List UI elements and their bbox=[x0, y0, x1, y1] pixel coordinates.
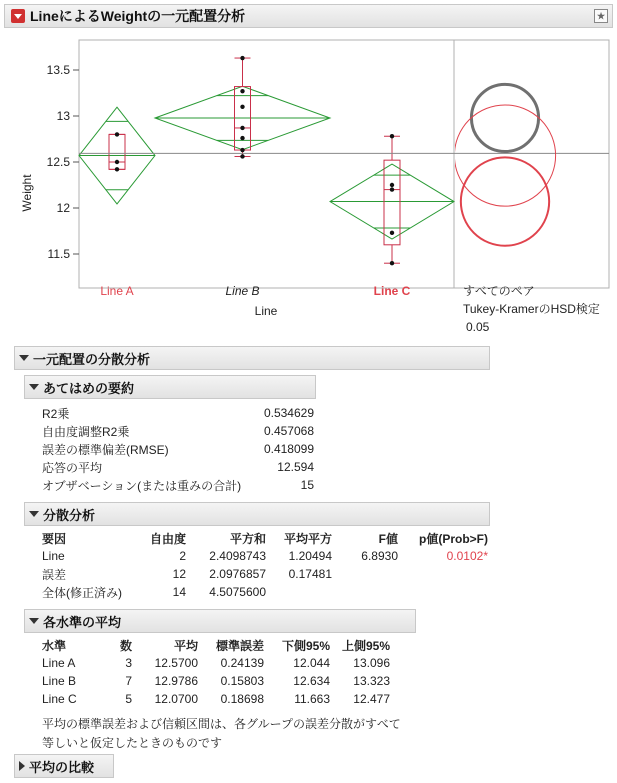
data-point bbox=[240, 154, 244, 158]
means-note-line1: 平均の標準誤差および信頼区間は、各グループの誤差分散がすべて bbox=[42, 717, 401, 731]
data-point bbox=[115, 160, 119, 164]
cell: 7 bbox=[125, 674, 132, 688]
cell: 2 bbox=[179, 549, 186, 563]
table-row bbox=[42, 583, 488, 601]
column-header: 要因 bbox=[42, 531, 67, 546]
column-header: 標準誤差 bbox=[215, 638, 264, 653]
oneway-anova-title: 一元配置の分散分析 bbox=[33, 351, 151, 367]
cell bbox=[398, 565, 488, 583]
anova-title: 分散分析 bbox=[43, 507, 96, 523]
x-tick-label: Line B bbox=[225, 284, 260, 298]
cell: 0.17481 bbox=[288, 567, 332, 581]
means-table bbox=[42, 636, 390, 708]
cell: 12.9786 bbox=[154, 674, 198, 688]
data-point bbox=[115, 132, 119, 136]
cell: 12.477 bbox=[353, 692, 390, 706]
disclosure-open-icon[interactable] bbox=[19, 355, 29, 361]
column-header: 平均平方 bbox=[283, 531, 332, 546]
comparison-circle bbox=[471, 84, 538, 151]
means-title: 各水準の平均 bbox=[43, 614, 122, 630]
disclosure-open-icon[interactable] bbox=[29, 618, 39, 624]
means-note-line2: 等しいと仮定したときのものです bbox=[42, 736, 223, 750]
fit-value: 12.594 bbox=[277, 460, 314, 474]
column-header: 上側95% bbox=[341, 638, 390, 653]
cell: 12.0700 bbox=[154, 692, 198, 706]
cell bbox=[266, 583, 332, 601]
data-point bbox=[240, 148, 244, 152]
cell: Line C bbox=[42, 692, 77, 706]
x-tick-label: Line C bbox=[373, 284, 411, 298]
y-tick-label: 11.5 bbox=[47, 247, 70, 261]
disclosure-open-icon[interactable] bbox=[29, 384, 39, 390]
comparison-test-label: Tukey-KramerのHSD検定 bbox=[463, 302, 600, 316]
table-header-row bbox=[42, 636, 390, 654]
column-header: p値(Prob>F) bbox=[419, 531, 488, 546]
table-row bbox=[42, 422, 314, 440]
comparison-label: すべてのペア bbox=[463, 284, 535, 298]
cell: Line B bbox=[42, 674, 77, 688]
data-point bbox=[240, 89, 244, 93]
data-point bbox=[240, 56, 244, 60]
cell: 13.096 bbox=[353, 656, 390, 670]
cell: 3 bbox=[125, 656, 132, 670]
data-point bbox=[390, 261, 394, 265]
comparison-circle bbox=[454, 105, 555, 206]
fit-label: オブザベーション(または重みの合計) bbox=[42, 478, 242, 493]
column-header: 平均 bbox=[173, 638, 198, 653]
oneway-anova-header[interactable] bbox=[14, 346, 490, 370]
cell: 誤差 bbox=[42, 567, 67, 582]
cell: 4.5075600 bbox=[209, 585, 266, 599]
table-row bbox=[42, 565, 488, 583]
cell: 13.323 bbox=[353, 674, 390, 688]
cell: 5 bbox=[125, 692, 132, 706]
fit-value: 0.418099 bbox=[263, 442, 314, 456]
summary-of-fit-title: あてはめの要約 bbox=[43, 380, 135, 396]
table-row bbox=[42, 547, 488, 565]
p-value-cell: 0.0102* bbox=[446, 549, 488, 563]
fit-value: 0.534629 bbox=[263, 406, 314, 420]
cell: 12.5700 bbox=[154, 656, 198, 670]
data-point bbox=[240, 126, 244, 130]
compare-means-header[interactable] bbox=[14, 754, 114, 778]
anova-header[interactable] bbox=[24, 502, 490, 526]
alpha-label: 0.05 bbox=[466, 320, 490, 334]
table-row bbox=[42, 690, 390, 708]
data-point bbox=[390, 134, 394, 138]
cell bbox=[332, 583, 398, 601]
table-row bbox=[42, 654, 390, 672]
fit-label: R2乗 bbox=[42, 406, 70, 421]
table-header-row bbox=[42, 529, 488, 547]
cell bbox=[332, 565, 398, 583]
cell bbox=[398, 583, 488, 601]
summary-of-fit-table bbox=[42, 404, 314, 494]
cell: Line A bbox=[42, 656, 76, 670]
y-tick-label: 12 bbox=[56, 201, 70, 215]
x-tick-label: Line A bbox=[100, 284, 134, 298]
cell: 12.634 bbox=[293, 674, 330, 688]
report-header bbox=[4, 4, 613, 28]
summary-of-fit-header[interactable] bbox=[24, 375, 316, 399]
fit-value: 15 bbox=[300, 478, 314, 492]
y-tick-label: 12.5 bbox=[46, 155, 70, 169]
means-header[interactable] bbox=[24, 609, 416, 633]
data-point bbox=[240, 105, 244, 109]
data-point bbox=[390, 231, 394, 235]
table-row bbox=[42, 458, 314, 476]
cell: Line bbox=[42, 549, 65, 563]
disclosure-open-icon[interactable] bbox=[29, 511, 39, 517]
cell: 0.24139 bbox=[220, 656, 264, 670]
y-axis-label: Weight bbox=[20, 174, 34, 212]
table-row bbox=[42, 672, 390, 690]
cell: 14 bbox=[172, 585, 186, 599]
x-axis-label: Line bbox=[254, 304, 278, 318]
oneway-plot bbox=[0, 30, 617, 370]
table-row bbox=[42, 476, 314, 494]
fit-label: 誤差の標準偏差(RMSE) bbox=[42, 442, 169, 457]
cell: 12.044 bbox=[293, 656, 330, 670]
data-point bbox=[115, 167, 119, 171]
fit-label: 自由度調整R2乗 bbox=[42, 424, 130, 439]
y-tick-label: 13 bbox=[56, 109, 70, 123]
column-header: 平方和 bbox=[229, 531, 266, 546]
y-tick-label: 13.5 bbox=[46, 63, 70, 77]
data-point bbox=[390, 183, 394, 187]
comparison-circle bbox=[461, 157, 549, 245]
cell: 6.8930 bbox=[361, 549, 398, 563]
cell: 11.663 bbox=[294, 692, 330, 706]
anova-table bbox=[42, 529, 488, 601]
cell: 0.15803 bbox=[220, 674, 264, 688]
fit-value: 0.457068 bbox=[263, 424, 314, 438]
cell: 0.18698 bbox=[220, 692, 264, 706]
data-point bbox=[240, 136, 244, 140]
cell: 12 bbox=[172, 567, 186, 581]
column-header: 自由度 bbox=[149, 531, 186, 546]
cell: 1.20494 bbox=[288, 549, 332, 563]
disclosure-closed-icon[interactable] bbox=[19, 761, 25, 771]
report-title: LineによるWeightの一元配置分析 bbox=[30, 8, 246, 24]
fit-label: 応答の平均 bbox=[42, 460, 103, 475]
star-icon[interactable]: ★ bbox=[594, 9, 608, 23]
column-header: F値 bbox=[378, 531, 398, 546]
column-header: 下側95% bbox=[281, 638, 330, 653]
cell: 2.4098743 bbox=[209, 549, 266, 563]
table-row bbox=[42, 440, 314, 458]
column-header: 数 bbox=[119, 638, 132, 653]
compare-means-title: 平均の比較 bbox=[29, 759, 95, 775]
cell: 全体(修正済み) bbox=[42, 585, 122, 600]
cell: 2.0976857 bbox=[209, 567, 266, 581]
column-header: 水準 bbox=[42, 638, 67, 653]
red-triangle-menu-icon[interactable] bbox=[11, 9, 25, 23]
data-point bbox=[390, 187, 394, 191]
table-row bbox=[42, 404, 314, 422]
